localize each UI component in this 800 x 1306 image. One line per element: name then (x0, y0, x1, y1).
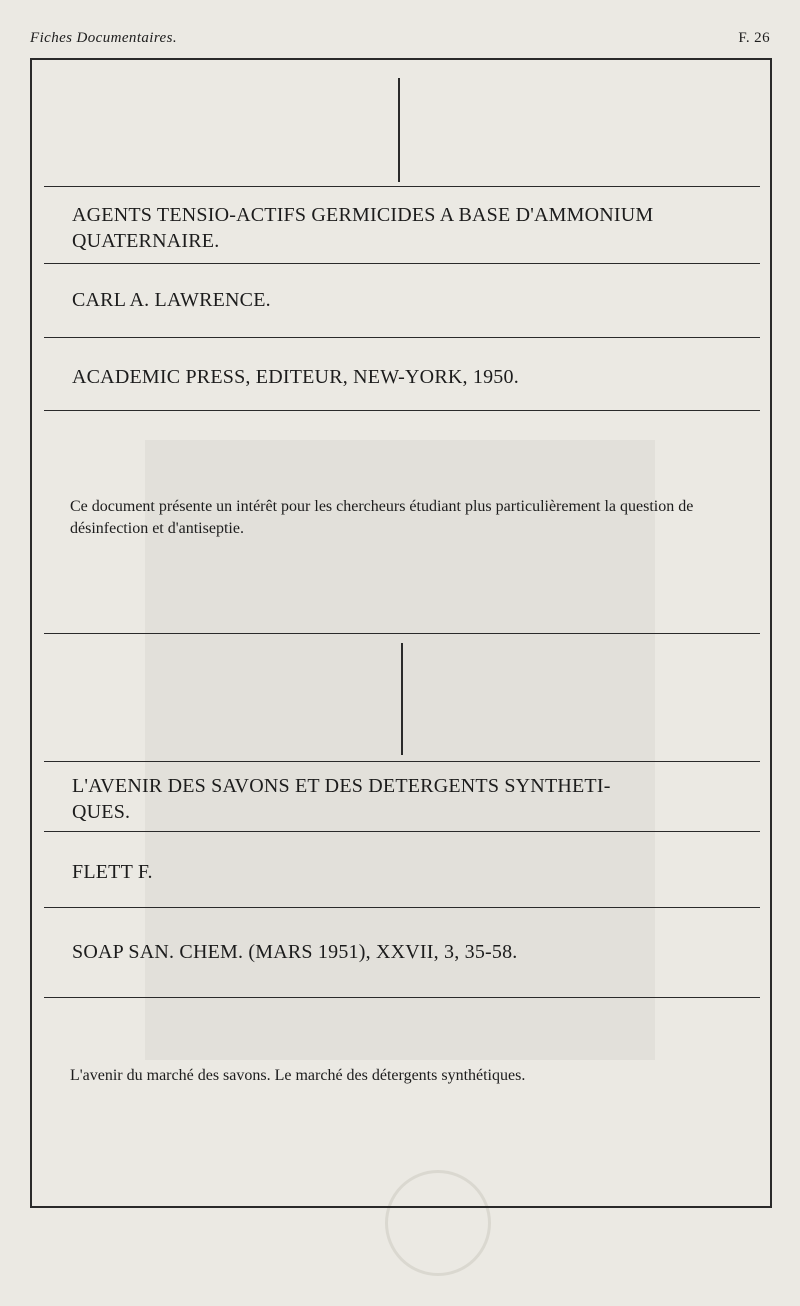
card-rule (44, 831, 760, 832)
card-source: SOAP SAN. CHEM. (MARS 1951), XXVII, 3, 35-58. (72, 941, 518, 963)
code-box-divider (398, 78, 400, 182)
card-abstract: L'avenir du marché des savons. Le marché des détergents synthétiques. (70, 1067, 526, 1084)
card-author: FLETT F. (72, 861, 153, 883)
page-number: F. 26 (738, 30, 770, 46)
card-rule (44, 907, 760, 908)
running-head-title: Fiches Documentaires. (30, 30, 177, 46)
card-source: ACADEMIC PRESS, EDITEUR, NEW-YORK, 1950. (72, 366, 519, 388)
card-rule (44, 410, 760, 411)
card-title: AGENTS TENSIO-ACTIFS GERMICIDES A BASE D'AMMONIUM QUATERNAIRE. (72, 204, 654, 252)
card-title: L'AVENIR DES SAVONS ET DES DETERGENTS SYNTHETI- QUES. (72, 775, 611, 823)
card-author: CARL A. LAWRENCE. (72, 289, 271, 311)
index-card-1 (30, 58, 772, 635)
card-abstract: Ce document présente un intérêt pour les chercheurs étudiant plus particulièrement la question de désinfection et d'antiseptie. (70, 498, 694, 537)
index-card-2 (30, 633, 772, 1208)
card-rule (44, 997, 760, 998)
card-rule (44, 633, 760, 634)
card-rule (44, 761, 760, 762)
card-rule (44, 186, 760, 187)
card-rule (44, 263, 760, 264)
code-box-divider (401, 643, 403, 755)
card-rule (44, 337, 760, 338)
